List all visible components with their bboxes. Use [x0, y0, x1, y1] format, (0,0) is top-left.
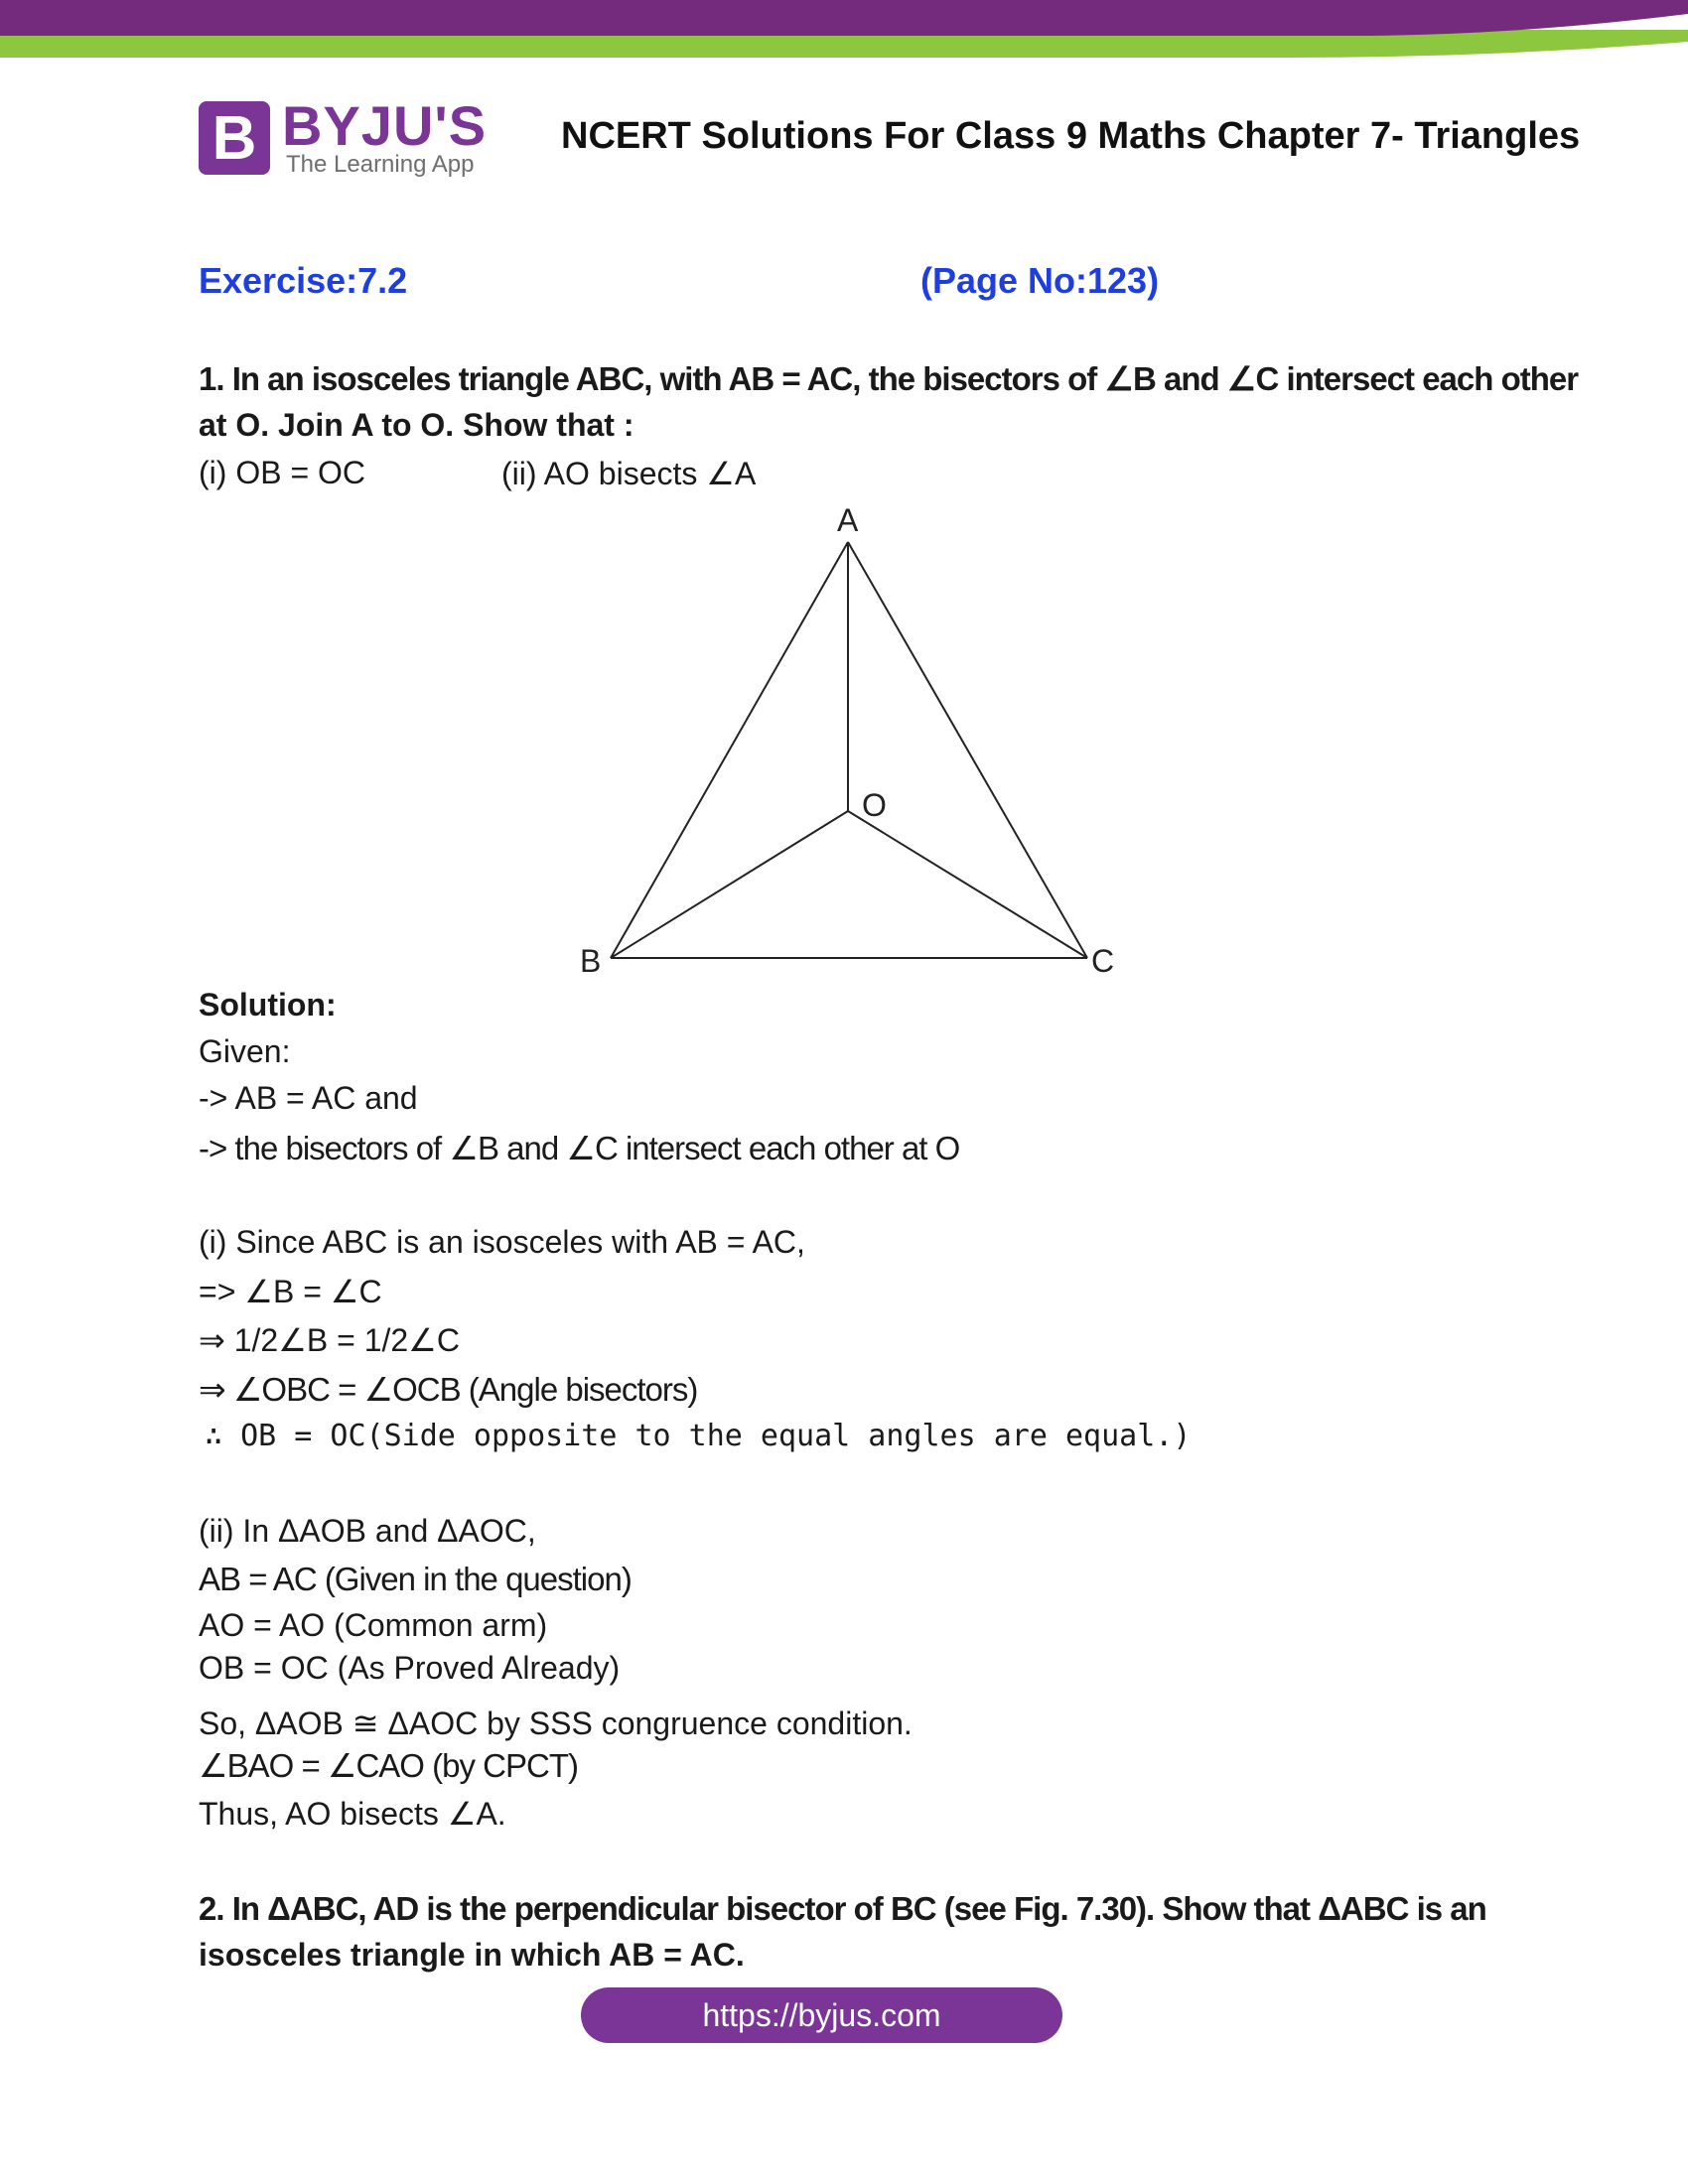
side-ac: [848, 542, 1087, 958]
part-i-step-4: ⇒ ∠OBC = ∠OCB (Angle bisectors): [199, 1371, 698, 1408]
segment-co: [848, 811, 1087, 958]
solution-given-1: -> AB = AC and: [199, 1080, 418, 1116]
part-i-step-1: (i) Since ABC is an isosceles with AB = AC,: [199, 1224, 805, 1260]
logo-tagline: The Learning App: [286, 151, 475, 178]
part-ii-conclusion: Thus, AO bisects ∠A.: [199, 1796, 506, 1832]
top-banner: [0, 0, 1688, 60]
part-i-step-3: ⇒ 1/2∠B = 1/2∠C: [199, 1322, 460, 1358]
part-ii-step-6: ∠BAO = ∠CAO (by CPCT): [199, 1747, 578, 1784]
question-1-line-2: at O. Join A to O. Show that :: [199, 407, 634, 443]
question-1-part-i: (i) OB = OC: [199, 455, 366, 490]
question-1-part-ii: (ii) AO bisects ∠A: [501, 456, 757, 491]
segment-bo: [611, 811, 848, 958]
byjus-logo[interactable]: [197, 94, 494, 183]
logo-wordmark: BYJU'S: [282, 94, 488, 157]
footer-url-link[interactable]: https://byjus.com: [581, 1987, 1062, 2043]
vertex-label-c: C: [1091, 943, 1115, 979]
part-ii-step-3: AO = AO (Common arm): [199, 1607, 548, 1643]
logo-letter: B: [211, 104, 257, 173]
vertex-label-b: B: [580, 943, 602, 979]
vertex-label-a: A: [837, 502, 859, 538]
question-2-line-1: 2. In ΔABC, AD is the perpendicular bisector of BC (see Fig. 7.30). Show that ΔABC is an: [199, 1890, 1486, 1927]
part-ii-step-4: OB = OC (As Proved Already): [199, 1650, 621, 1686]
part-ii-step-2: AB = AC (Given in the question): [199, 1561, 632, 1597]
exercise-label: Exercise:7.2: [199, 260, 408, 301]
point-label-o: O: [862, 787, 887, 823]
question-2-line-2: isosceles triangle in which AB = AC.: [199, 1937, 745, 1973]
document-title: NCERT Solutions For Class 9 Maths Chapter 7- Triangles: [561, 115, 1581, 157]
solution-heading: Solution:: [199, 987, 337, 1023]
part-i-conclusion: ∴ OB = OC(Side opposite to the equal angles are equal.): [205, 1419, 1192, 1453]
solution-given: Given:: [199, 1033, 291, 1069]
part-ii-step-1: (ii) In ΔAOB and ΔAOC,: [199, 1513, 536, 1549]
logo-mark: [199, 101, 270, 175]
question-1-line-1: 1. In an isosceles triangle ABC, with AB = AC, the bisectors of ∠B and ∠C intersect each other: [199, 360, 1579, 397]
solution-given-2: -> the bisectors of ∠B and ∠C intersect each other at O: [199, 1130, 960, 1166]
page-number: (Page No:123): [920, 260, 1160, 301]
part-i-step-2: => ∠B = ∠C: [199, 1274, 382, 1309]
side-ab: [611, 542, 848, 958]
part-ii-step-5: So, ΔAOB ≅ ΔAOC by SSS congruence condition.: [199, 1706, 913, 1741]
triangle-figure: [556, 496, 1152, 993]
